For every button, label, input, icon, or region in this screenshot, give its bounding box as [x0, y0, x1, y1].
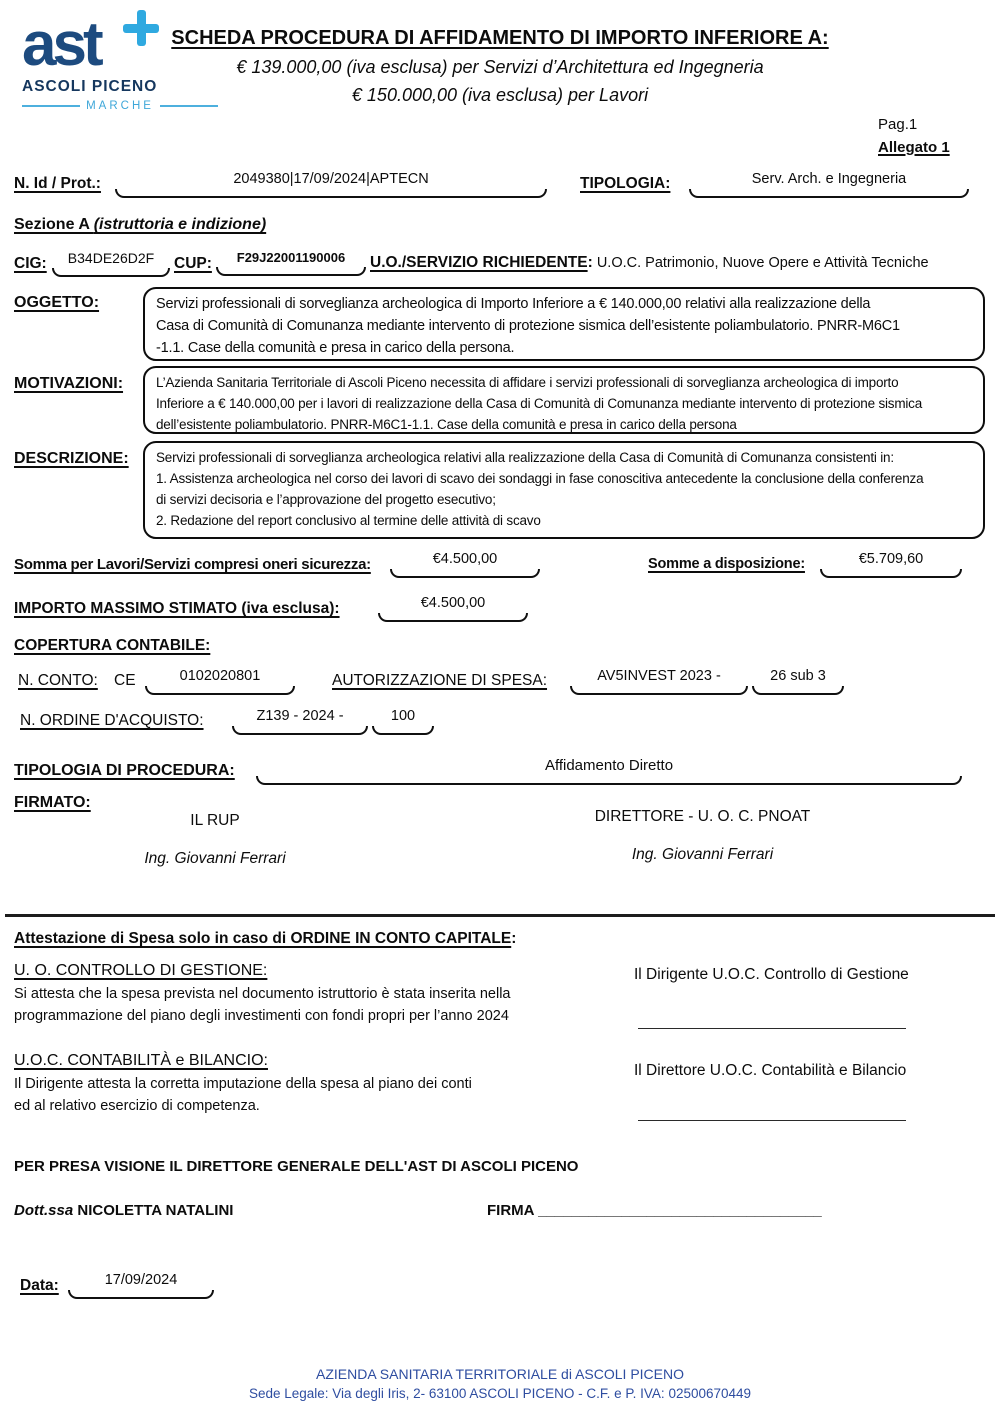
cig-field [52, 250, 170, 277]
autorizzazione-value-2: 26 sub 3 [770, 668, 826, 684]
descrizione-box [143, 441, 985, 539]
descrizione-text-line: 2. Redazione del report conclusivo al termine delle attività di scavo [156, 513, 541, 528]
motivazioni-box [143, 366, 985, 434]
logo-dash-left [22, 105, 80, 107]
somme-disposizione-value: €5.709,60 [858, 551, 924, 567]
attestazione-heading-colon: : [511, 930, 517, 947]
descrizione-label: DESCRIZIONE: [14, 450, 129, 467]
oggetto-box [143, 287, 985, 361]
somme-disposizione-label: Somme a disposizione: [648, 556, 805, 572]
conto-prefix: CE [114, 672, 136, 689]
copertura-heading: COPERTURA CONTABILE: [14, 637, 211, 654]
procedura-field [256, 757, 962, 785]
conto-label: N. CONTO: [18, 672, 98, 689]
presa-visione-heading: PER PRESA VISIONE IL DIRETTORE GENERALE DELL'AST DI ASCOLI PICENO [14, 1158, 579, 1175]
tipologia-label: TIPOLOGIA: [580, 175, 671, 192]
somma-field [390, 551, 540, 578]
prot-label: N. Id / Prot.: [14, 175, 101, 192]
contabilita-signer: Il Direttore U.O.C. Contabilità e Bilancio [634, 1062, 907, 1079]
somma-value: €4.500,00 [432, 551, 498, 567]
firmato-left-name: Ing. Giovanni Ferrari [144, 850, 286, 867]
direttore-generale-name-row [14, 1202, 233, 1219]
motivazioni-text-line: L’Azienda Sanitaria Territoriale di Ascoli Piceno necessita di affidare i servizi professionali di sorveglianza archeologica di importo [156, 375, 899, 390]
sezione-a-italic: (istruttoria e indizione) [93, 216, 267, 233]
importo-value: €4.500,00 [420, 595, 486, 611]
contabilita-text-1: Il Dirigente attesta la corretta imputazione della spesa al piano dei conti [14, 1076, 472, 1092]
contabilita-signature-line [638, 1120, 906, 1121]
oggetto-text-line: Casa di Comunità di Comunanza mediante intervento di protezione sismica dell’esistente poliambulatorio. PNRR-M6C1 [156, 318, 900, 334]
cup-value: F29J22001190006 [236, 250, 346, 265]
data-field [68, 1272, 214, 1299]
direttore-generale-name: NICOLETTA NATALINI [77, 1202, 234, 1219]
controllo-gestione-text-1: Si attesta che la spesa prevista nel documento istruttorio è stata inserita nella [14, 986, 511, 1002]
oggetto-label: OGGETTO: [14, 294, 100, 311]
tipologia-field [689, 171, 969, 198]
autorizzazione-field-1 [570, 668, 748, 695]
controllo-gestione-text-2: programmazione del piano degli investimenti con fondi propri per l’anno 2024 [14, 1008, 509, 1024]
oggetto-text-line: -1.1. Case della comunità e presa in carico della persona. [156, 340, 515, 356]
ordine-acquisto-label: N. ORDINE D'ACQUISTO: [20, 712, 204, 729]
firmato-label: FIRMATO: [14, 794, 91, 811]
descrizione-text-line: Servizi professionali di sorveglianza archeologica relativi alla realizzazione della Casa di Comunità di Comunanza consistenti in: [156, 450, 894, 465]
controllo-gestione-title: U. O. CONTROLLO DI GESTIONE: [14, 962, 268, 979]
uo-servizio-label: U.O./SERVIZIO RICHIEDENTE [370, 254, 588, 271]
contabilita-title: U.O.C. CONTABILITÀ e BILANCIO: [14, 1052, 268, 1069]
firmato-left-role: IL RUP [190, 812, 240, 829]
section-divider [5, 914, 995, 917]
document-header [160, 27, 840, 106]
autorizzazione-value-1: AV5INVEST 2023 - [597, 668, 721, 684]
procedura-value: Affidamento Diretto [544, 757, 674, 774]
cig-value: B34DE26D2F [67, 250, 155, 266]
firma-label: FIRMA [487, 1202, 534, 1219]
attestazione-heading-underlined: Attestazione di Spesa solo in caso di ORDINE IN CONTO CAPITALE [14, 930, 512, 947]
footer-address: Sede Legale: Via degli Iris, 2- 63100 ASCOLI PICENO - C.F. e P. IVA: 02500670449 [248, 1386, 752, 1401]
descrizione-text-line: di servizi decisoria e l’approvazione del progetto esecutivo; [156, 492, 496, 507]
document-subtitle-1: € 139.000,00 (iva esclusa) per Servizi d’Architettura ed Ingegneria [236, 57, 764, 77]
somme-disposizione-field [820, 551, 962, 578]
data-value: 17/09/2024 [104, 1272, 178, 1288]
firmato-right-role: DIRETTORE - U. O. C. PNOAT [594, 808, 811, 825]
footer-org-name: AZIENDA SANITARIA TERRITORIALE di ASCOLI PICENO [316, 1366, 684, 1382]
motivazioni-label: MOTIVAZIONI: [14, 375, 124, 392]
controllo-gestione-signature-line [638, 1028, 906, 1029]
logo-letter-t: t [82, 10, 100, 79]
uo-servizio-value: U.O.C. Patrimonio, Nuove Opere e Attività Tecniche [596, 255, 929, 271]
ordine-acquisto-value-2: 100 [390, 708, 416, 724]
logo-plus-icon [123, 10, 159, 46]
conto-field [145, 668, 295, 695]
sezione-a-bold: Sezione A [14, 216, 94, 233]
uo-servizio-row [370, 254, 929, 272]
data-label: Data: [20, 1277, 59, 1294]
motivazioni-text-line: dell’esistente poliambulatorio. PNRR-M6C1-1.1. Case della comunità e presa in carico della persona [156, 417, 737, 432]
document-subtitle-2: € 150.000,00 (iva esclusa) per Lavori [351, 85, 649, 105]
document-title: SCHEDA PROCEDURA DI AFFIDAMENTO DI IMPORTO INFERIORE A: [171, 27, 829, 49]
uo-servizio-colon: : [587, 254, 593, 271]
importo-field [378, 595, 528, 622]
conto-value: 0102020801 [179, 668, 261, 684]
autorizzazione-field-2 [752, 668, 844, 695]
prot-field [115, 171, 547, 198]
oggetto-text-line: Servizi professionali di sorveglianza archeologica di Importo Inferiore a € 140.000,00 relativi alla realizzazione della [156, 296, 871, 312]
ordine-acquisto-field-1 [232, 708, 368, 735]
firma-line: __________________________________ [538, 1202, 822, 1219]
procedura-label: TIPOLOGIA DI PROCEDURA: [14, 762, 235, 779]
logo-city-text: ASCOLI PICENO [22, 78, 158, 95]
somma-label: Somma per Lavori/Servizi compresi oneri sicurezza: [14, 556, 371, 573]
tipologia-value: Serv. Arch. e Ingegneria [751, 171, 907, 187]
cig-label: CIG: [14, 255, 47, 272]
ordine-acquisto-value-1: Z139 - 2024 - [256, 708, 344, 724]
attestazione-heading [14, 930, 516, 948]
contabilita-text-2: ed al relativo esercizio di competenza. [14, 1098, 260, 1114]
ordine-acquisto-field-2 [372, 708, 434, 735]
firma-row [487, 1202, 822, 1219]
direttore-generale-title: Dott.ssa [14, 1202, 74, 1219]
motivazioni-text-line: Inferiore a € 140.000,00 per i lavori di realizzazione della Casa di Comunità di Comunanza mediante intervento di protezione sismica [156, 396, 923, 411]
firmato-right-name: Ing. Giovanni Ferrari [631, 846, 774, 863]
cup-field [216, 250, 366, 276]
page-number: Pag.1 [878, 116, 918, 133]
allegato-label: Allegato 1 [878, 139, 950, 156]
descrizione-text-line: 1. Assistenza archeologica nel corso dei lavori di scavo dei sondaggi in fase conoscitiva antecedente la conclusione della conferenza [156, 471, 924, 486]
logo-region-text: MARCHE [86, 100, 154, 112]
logo-letters-as: as [22, 10, 83, 79]
importo-label: IMPORTO MASSIMO STIMATO (iva esclusa): [14, 600, 340, 617]
autorizzazione-label: AUTORIZZAZIONE DI SPESA: [332, 672, 548, 689]
cup-label: CUP: [174, 255, 212, 272]
prot-value: 2049380|17/09/2024|APTECN [233, 171, 429, 187]
sezione-a-heading [14, 216, 266, 234]
controllo-gestione-signer: Il Dirigente U.O.C. Controllo di Gestione [634, 966, 909, 983]
